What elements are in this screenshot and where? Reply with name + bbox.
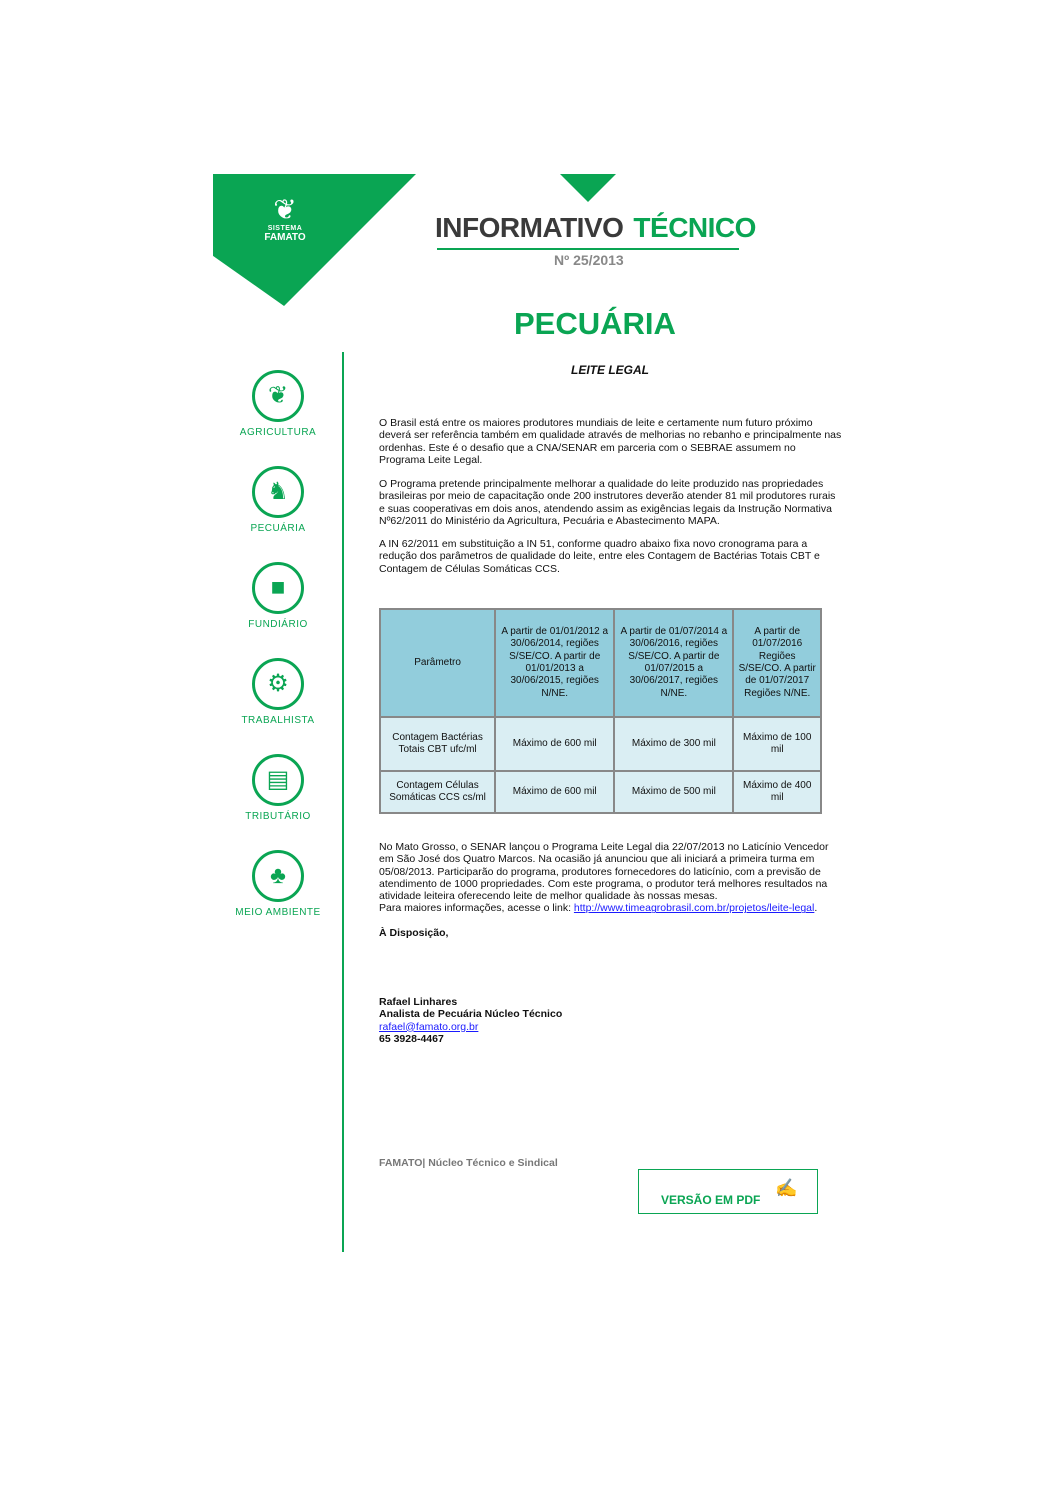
table-cell: Contagem Bactérias Totais CBT ufc/ml: [380, 717, 495, 771]
pdf-version-button[interactable]: [638, 1169, 818, 1214]
sidebar-item-label: MEIO AMBIENTE: [235, 907, 321, 918]
sidebar-item-label: AGRICULTURA: [239, 427, 317, 438]
logo-emblem-icon: ❦: [273, 194, 297, 225]
signature-phone: 65 3928-4467: [379, 1032, 444, 1045]
logo-subtext: SISTEMA: [267, 225, 303, 232]
table-header-row: [380, 609, 821, 717]
table-header-cell: A partir de 01/07/2016 Regiões S/SE/CO. A partir de 01/07/2017 Regiões N/NE.: [733, 609, 821, 717]
table-header-cell: A partir de 01/01/2012 a 30/06/2014, regiões S/SE/CO. A partir de 01/01/2013 a 30/06/2015, regiões N/NE.: [495, 609, 614, 717]
section-title: PECUÁRIA: [514, 306, 676, 341]
logo-brand: FAMATO: [264, 232, 306, 243]
document-icon: ▤: [252, 754, 304, 806]
agriculture-icon: ❦: [252, 370, 304, 422]
footer-org: FAMATO| Núcleo Técnico e Sindical: [379, 1157, 558, 1169]
table-cell: Contagem Células Somáticas CCS cs/ml: [380, 771, 495, 813]
link-suffix: .: [814, 902, 818, 915]
signature-role: Analista de Pecuária Núcleo Técnico: [379, 1008, 563, 1021]
leite-legal-link[interactable]: http://www.timeagrobrasil.com.br/projetos/leite-legal: [573, 902, 815, 915]
page-title: [435, 212, 756, 244]
sidebar-item-label: TRIBUTÁRIO: [245, 811, 311, 822]
table-header-cell: A partir de 01/07/2014 a 30/06/2016, regiões S/SE/CO. A partir de 01/07/2015 a 30/06/2017, regiões N/NE.: [614, 609, 733, 717]
paragraph-4: [379, 841, 844, 915]
tree-icon: ♣: [252, 850, 304, 902]
sidebar-item-label: FUNDIÁRIO: [248, 619, 308, 630]
table-cell: Máximo de 400 mil: [733, 771, 821, 813]
paragraph-3: A IN 62/2011 em substituição a IN 51, conforme quadro abaixo fixa novo cronograma para a redução dos parâmetros de qualidade do leite, entre eles Contagem de Bactérias Totais CBT e Contagem de Células Somáticas CCS.: [379, 538, 820, 575]
signature-block: [379, 996, 844, 1045]
paragraph-4-text: No Mato Grosso, o SENAR lançou o Programa Leite Legal dia 22/07/2013 no Laticínio Vencedor em São José dos Quatro Marcos. Na ocasião já anunciou que ali iniciará a primeira turma em 05/08/2013. Participarão do programa, produtores fornecedores do laticínio, com a previsão de atendimento de 1000 propriedades. Com este programa, o produtor terá melhores resultados na atividade leiteira oferecendo leite de melhor qualidade às nossas mesas.: [379, 841, 829, 903]
table-cell: Máximo de 600 mil: [495, 771, 614, 813]
table-cell: Máximo de 100 mil: [733, 717, 821, 771]
title-part-1: INFORMATIVO: [435, 212, 624, 243]
sidebar-item-tributario[interactable]: [213, 754, 343, 822]
sidebar-item-label: PECUÁRIA: [250, 523, 306, 534]
sidebar-item-meio-ambiente[interactable]: [213, 850, 343, 918]
closing-text: À Disposição,: [379, 927, 449, 939]
sidebar-item-agricultura[interactable]: [213, 370, 343, 438]
table-row: [380, 717, 821, 771]
table-cell: Máximo de 300 mil: [614, 717, 733, 771]
title-underline: [437, 248, 739, 250]
sidebar-item-fundiario[interactable]: [213, 562, 343, 630]
signature-email-link[interactable]: rafael@famato.org.br: [379, 1020, 479, 1033]
tractor-icon: ⚙: [252, 658, 304, 710]
table-header-cell: Parâmetro: [380, 609, 495, 717]
paragraph-1: O Brasil está entre os maiores produtores mundiais de leite e certamente num futuro próximo deverá ser referência também em qualidade através de melhorias no rebanho e principalmente nas ordenhas. Este é o desafio que a CNA/SENAR em parceria com o SEBRAE assumem no Programa Leite Legal.: [379, 417, 842, 466]
pdf-version-label: VERSÃO EM PDF: [661, 1193, 761, 1207]
header-green-triangle: [560, 174, 616, 202]
signature-name: Rafael Linhares: [379, 996, 458, 1008]
article-subtitle: LEITE LEGAL: [571, 363, 649, 377]
cattle-icon: ♞: [252, 466, 304, 518]
pdf-reader-icon: ✍: [775, 1178, 798, 1198]
table-cell: Máximo de 600 mil: [495, 717, 614, 771]
link-prefix: Para maiores informações, acesse o link:: [379, 902, 574, 915]
issue-number: Nº 25/2013: [554, 252, 624, 268]
sidebar-item-pecuaria[interactable]: [213, 466, 343, 534]
famato-logo: [255, 195, 315, 243]
table-cell: Máximo de 500 mil: [614, 771, 733, 813]
table-row: [380, 771, 821, 813]
quality-parameters-table: [379, 608, 822, 814]
land-map-icon: ■: [252, 562, 304, 614]
title-part-2: TÉCNICO: [633, 212, 756, 243]
paragraph-2: O Programa pretende principalmente melhorar a qualidade do leite produzido nas propriedades brasileiras por meio de capacitação onde 200 instrutores deverão atender 81 mil produtores rurais e suas cooperativas em dois anos, atendendo assim as exigências legais da Instrução Normativa Nº62/2011 do Ministério da Agricultura, Pecuária e Abastecimento MAPA.: [379, 478, 836, 527]
sidebar-item-label: TRABALHISTA: [241, 715, 315, 726]
sidebar-item-trabalhista[interactable]: [213, 658, 343, 726]
